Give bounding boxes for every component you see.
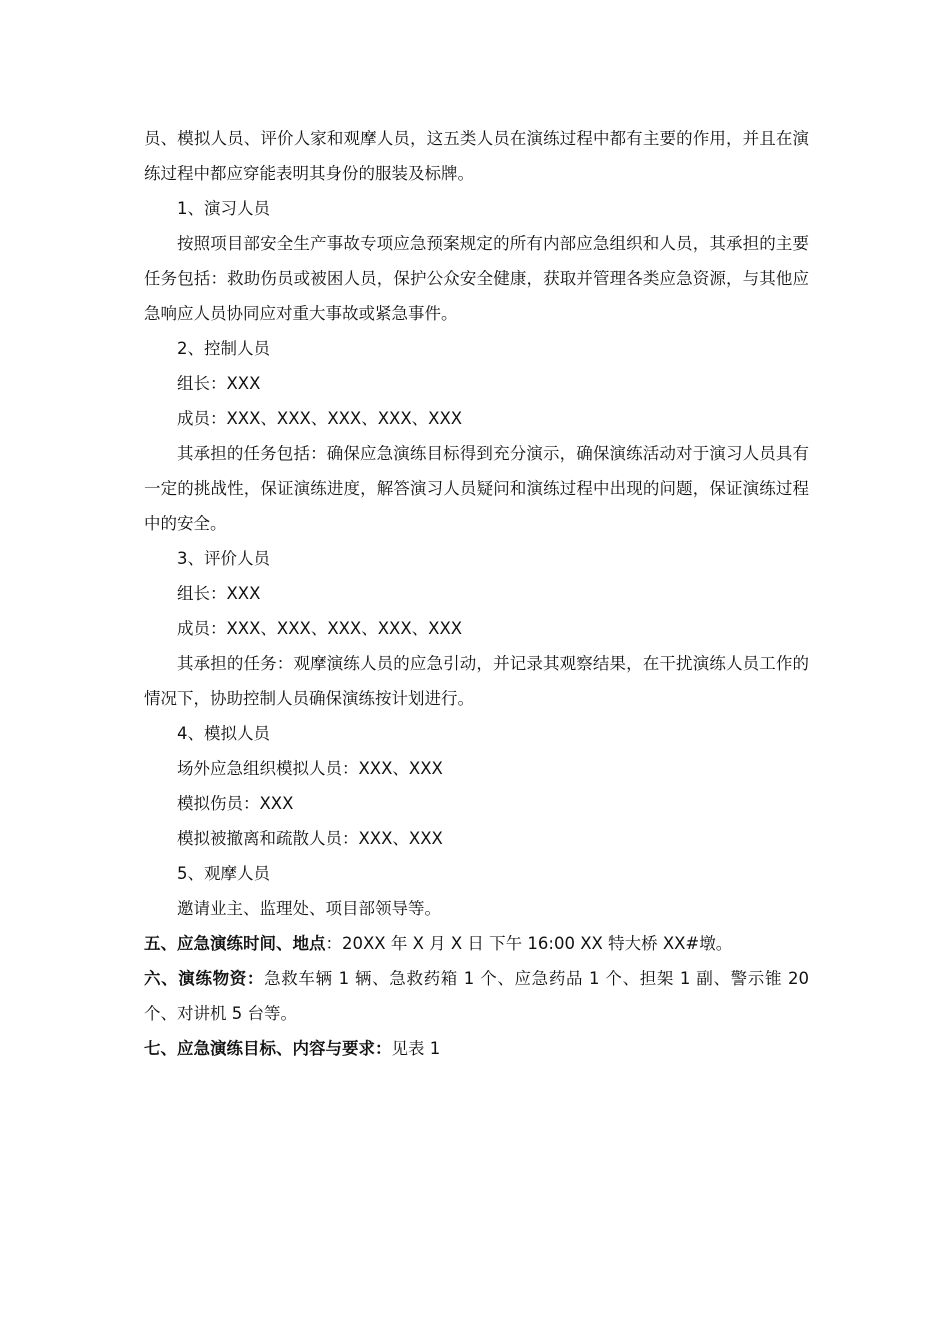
document-body	[144, 121, 809, 1066]
item5-label: 五、应急演练时间、地点	[144, 934, 326, 953]
observers-heading: 5、观摩人员	[177, 864, 270, 883]
item7-paragraph	[144, 1031, 809, 1066]
item6-label: 六、演练物资：	[144, 969, 265, 988]
drill-personnel-text: 按照项目部安全生产事故专项应急预案规定的所有内部应急组织和人员，其承担的主要任务包括：救助伤员或被困人员，保护公众安全健康，获取并管理各类应急资源，与其他应急响应人员协同应对重大事故或紧急事件。	[144, 234, 809, 323]
simulation-offsite: 场外应急组织模拟人员：XXX、XXX	[177, 759, 443, 778]
drill-personnel-heading: 1、演习人员	[177, 199, 270, 218]
simulation-injured: 模拟伤员：XXX	[177, 794, 294, 813]
control-personnel-members: 成员：XXX、XXX、XXX、XXX、XXX	[177, 409, 463, 428]
evaluation-personnel-members: 成员：XXX、XXX、XXX、XXX、XXX	[177, 619, 463, 638]
evaluation-personnel-heading: 3、评价人员	[177, 549, 270, 568]
item5-paragraph	[144, 926, 809, 961]
evaluation-personnel-tasks: 其承担的任务：观摩演练人员的应急引动，并记录其观察结果，在干扰演练人员工作的情况下，协助控制人员确保演练按计划进行。	[144, 654, 809, 708]
intro-paragraph: 员、模拟人员、评价人家和观摩人员，这五类人员在演练过程中都有主要的作用，并且在演练过程中都应穿能表明其身份的服装及标牌。	[144, 129, 809, 183]
evaluation-personnel-leader: 组长：XXX	[177, 584, 261, 603]
control-personnel-tasks: 其承担的任务包括：确保应急演练目标得到充分演示，确保演练活动对于演习人员具有一定的挑战性，保证演练进度，解答演习人员疑问和演练过程中出现的问题，保证演练过程中的安全。	[144, 444, 809, 533]
item7-label: 七、应急演练目标、内容与要求：	[144, 1039, 392, 1058]
item7-value: 见表 1	[391, 1039, 441, 1058]
observers-text: 邀请业主、监理处、项目部领导等。	[177, 899, 441, 918]
control-personnel-heading: 2、控制人员	[177, 339, 270, 358]
simulation-personnel-heading: 4、模拟人员	[177, 724, 270, 743]
simulation-evacuees: 模拟被撤离和疏散人员：XXX、XXX	[177, 829, 443, 848]
item6-paragraph	[144, 961, 809, 1031]
item5-value: ：20XX 年 X 月 X 日 下午 16:00 XX 特大桥 XX#墩。	[325, 934, 733, 953]
control-personnel-leader: 组长：XXX	[177, 374, 261, 393]
item6-value: 急救车辆 1 辆、急救药箱 1 个、应急药品 1 个、担架 1 副、警示锥 20 个、对讲机 5 台等。	[144, 969, 809, 1023]
